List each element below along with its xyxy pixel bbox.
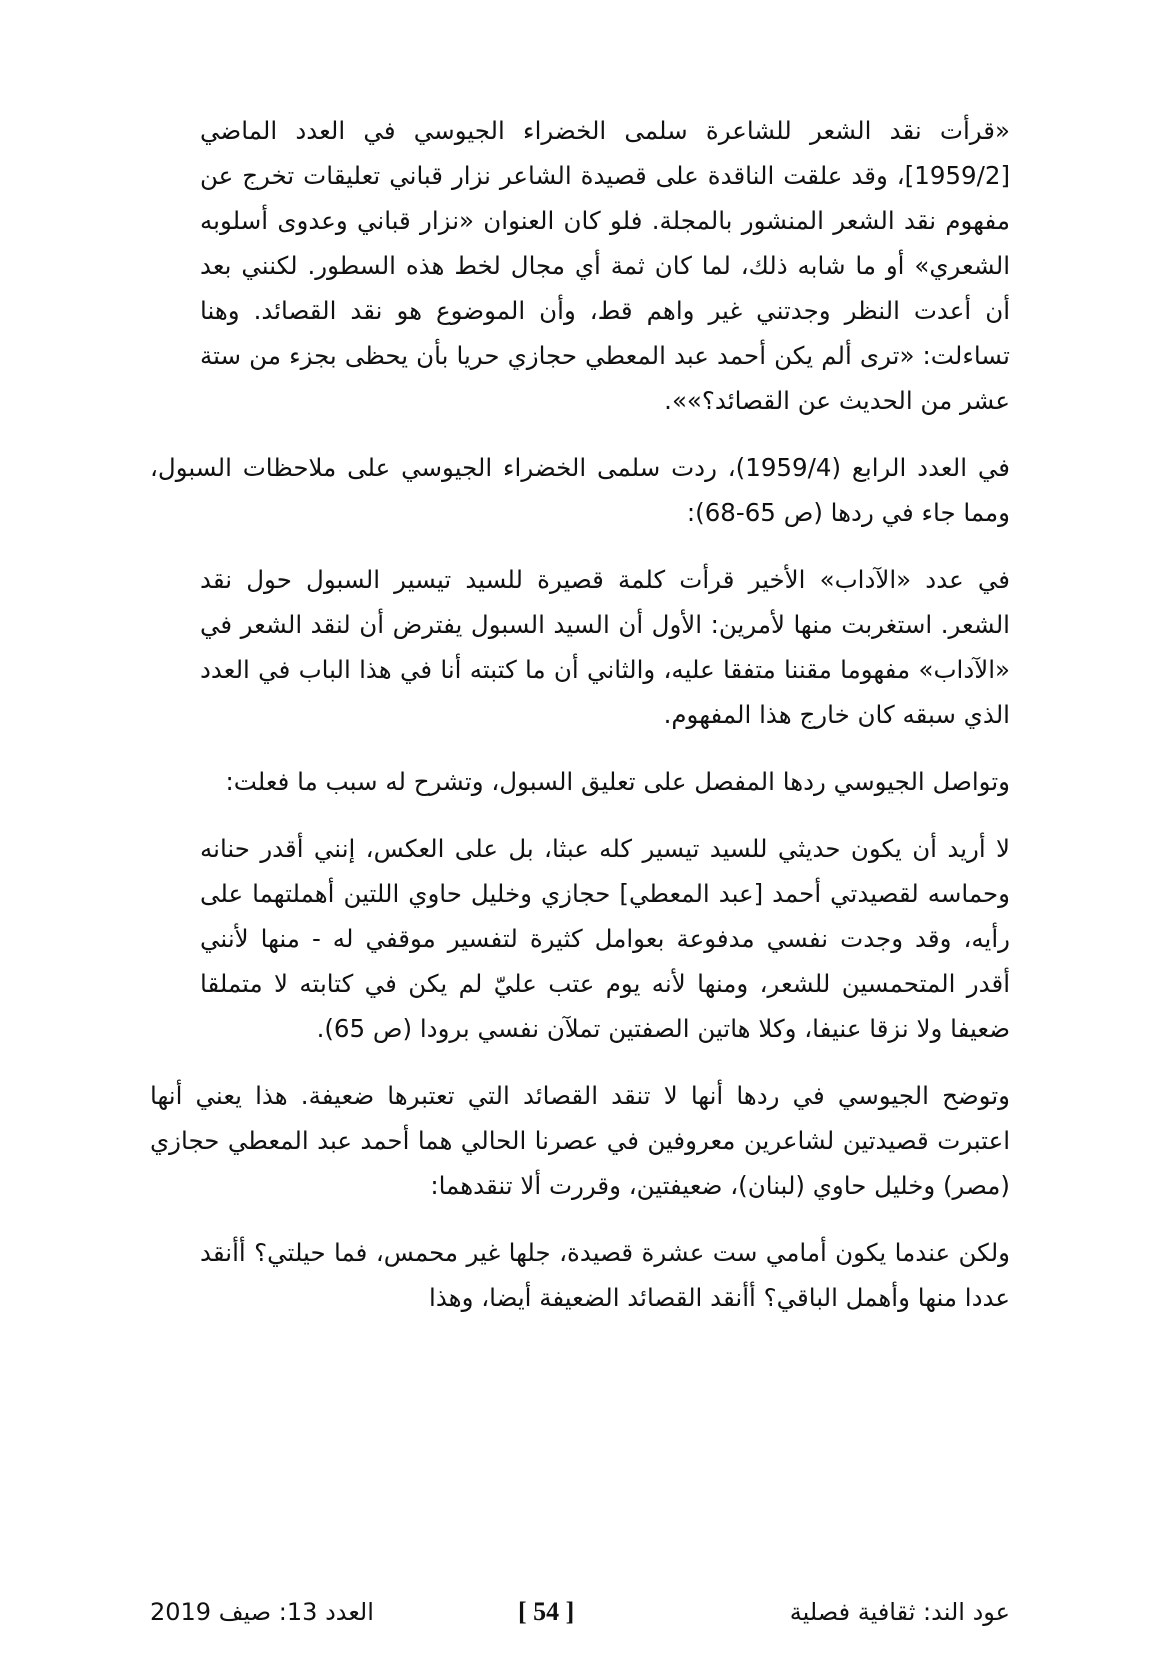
body-paragraph: وتوضح الجيوسي في ردها أنها لا تنقد القصائد التي تعتبرها ضعيفة. هذا يعني أنها اعتبرت قصيدتين لشاعرين معروفين في عصرنا الحالي هما أحمد عبد المعطي حجازي (مصر) وخليل حاوي (لبنان)، ضعيفتين، وقررت ألا تنقدهما:: [150, 1081, 1010, 1200]
footer-journal-title: عود الند: ثقافية فصلية: [789, 1598, 1010, 1626]
body-paragraph: في العدد الرابع (1959/4)، ردت سلمى الخضراء الجيوسي على ملاحظات السبول، ومما جاء في ردها (ص 65-68):: [150, 453, 1011, 527]
quoted-reply-paragraph: ولكن عندما يكون أمامي ست عشرة قصيدة، جلها غير محمس، فما حيلتي؟ أأنقد عددا منها وأهمل الباقي؟ أأنقد القصائد الضعيفة أيضا، وهذا: [200, 1238, 1010, 1312]
footer-issue-info: العدد 13: صيف 2019: [150, 1598, 374, 1626]
page-footer: [150, 1592, 1010, 1632]
quoted-reply-paragraph: في عدد «الآداب» الأخير قرأت كلمة قصيرة للسيد تيسير السبول حول نقد الشعر. استغربت منها لأمرين: الأول أن السيد السبول يفترض أن لنقد الشعر في «الآداب» مفهوما مقننا متفقا عليه، والثاني أن ما كتبته أنا في هذا الباب في العدد الذي سبقه كان خارج هذا المفهوم.: [200, 565, 1010, 729]
quoted-letter-paragraph: «قرأت نقد الشعر للشاعرة سلمى الخضراء الجيوسي في العدد الماضي [1959/2]، وقد علقت الناقدة على قصيدة الشاعر نزار قباني تعليقات تخرج عن مفهوم نقد الشعر المنشور بالمجلة. فلو كان العنوان «نزار قباني وعدوى أسلوبه الشعري» أو ما شابه ذلك، لما كان ثمة أي مجال لخط هذه السطور. لكنني بعد أن أعدت النظر وجدتني غير واهم قط، وأن الموضوع هو نقد القصائد. وهنا تساءلت: «ترى ألم يكن أحمد عبد المعطي حجازي حريا بأن يحظى بجزء من ستة عشر من الحديث عن القصائد؟»».: [200, 116, 1010, 415]
footer-page-number: [ 54 ]: [518, 1597, 575, 1626]
body-paragraph: وتواصل الجيوسي ردها المفصل على تعليق السبول، وتشرح له سبب ما فعلت:: [225, 767, 1010, 796]
quoted-reply-paragraph: لا أريد أن يكون حديثي للسيد تيسير كله عبثا، بل على العكس، إنني أقدر حنانه وحماسه لقصيدتي أحمد [عبد المعطي] حجازي وخليل حاوي اللتين أهملتهما على رأيه، وقد وجدت نفسي مدفوعة بعوامل كثيرة لتفسير موقفي له - منها لأنني أقدر المتحمسين للشعر، ومنها لأنه يوم عتب عليّ لم يكن في كتابته لا متملقا ضعيفا ولا نزقا عنيفا، وكلا هاتين الصفتين تملآن نفسي برودا (ص 65).: [200, 834, 1010, 1043]
article-body: [150, 108, 1010, 1342]
